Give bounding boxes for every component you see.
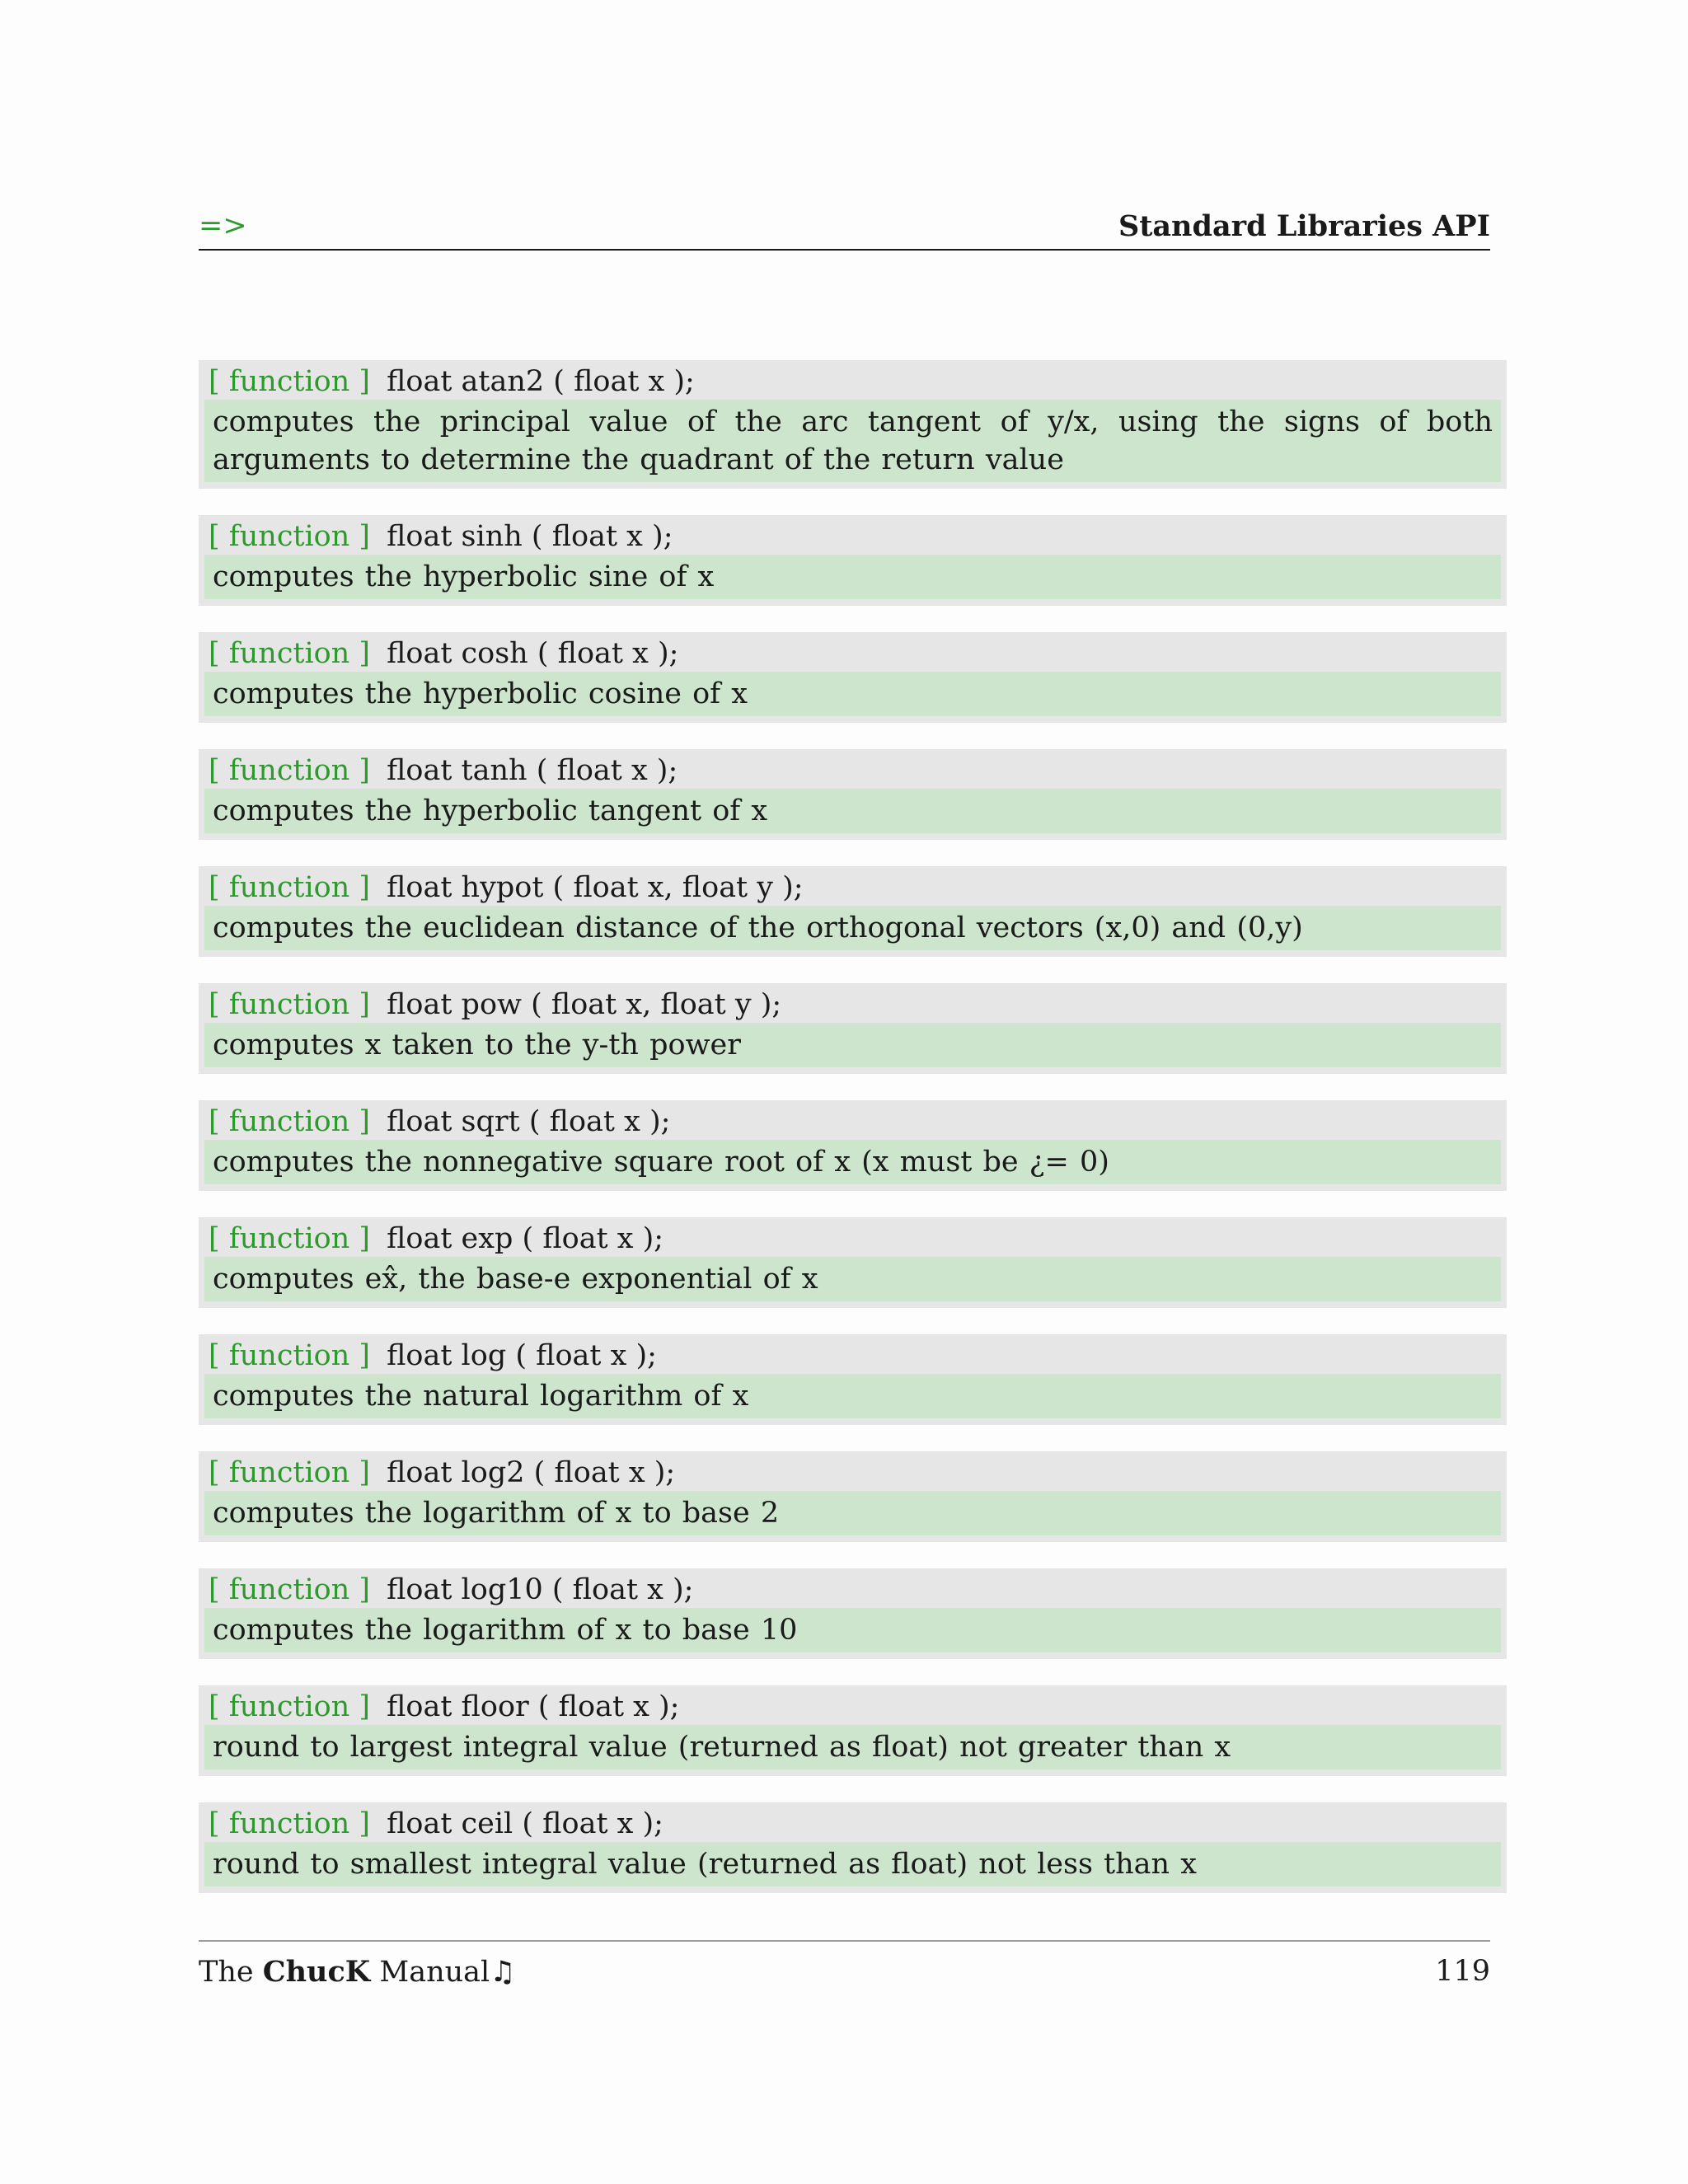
- function-description: computes ex̂, the base-e exponential of x: [204, 1257, 1501, 1301]
- signature-text: float exp ( float x );: [387, 1222, 664, 1255]
- function-description: computes the hyperbolic tangent of x: [204, 789, 1501, 833]
- footer-prefix: The: [199, 1956, 254, 1989]
- function-entry-log2: [199, 1451, 1507, 1542]
- function-tag: [ function ]: [209, 1105, 371, 1138]
- function-description: computes x taken to the y-th power: [204, 1023, 1501, 1067]
- function-tag: [ function ]: [209, 1222, 371, 1255]
- signature-text: float atan2 ( float x );: [387, 365, 695, 398]
- function-description: computes the natural logarithm of x: [204, 1374, 1501, 1418]
- function-signature: [204, 363, 1501, 400]
- function-entry-atan2: [199, 360, 1507, 489]
- function-tag: [ function ]: [209, 988, 371, 1021]
- function-entry-log10: [199, 1568, 1507, 1659]
- function-tag: [ function ]: [209, 1573, 371, 1606]
- signature-text: float log10 ( float x );: [387, 1573, 694, 1606]
- function-signature: [204, 1806, 1501, 1842]
- function-description: round to largest integral value (returned as float) not greater than x: [204, 1725, 1501, 1769]
- function-entry-hypot: [199, 866, 1507, 957]
- page-header: [199, 206, 1490, 251]
- function-signature: [204, 987, 1501, 1023]
- function-signature: [204, 518, 1501, 555]
- function-description: round to smallest integral value (returned as float) not less than x: [204, 1842, 1501, 1886]
- signature-text: float log2 ( float x );: [387, 1456, 676, 1489]
- function-description: computes the principal value of the arc tangent of y/x, using the signs of both arguments to determine the quadrant of the return value: [204, 400, 1501, 482]
- function-tag: [ function ]: [209, 365, 371, 398]
- function-signature: [204, 1104, 1501, 1140]
- signature-text: float floor ( float x );: [387, 1690, 680, 1723]
- function-tag: [ function ]: [209, 637, 371, 670]
- function-description: computes the euclidean distance of the orthogonal vectors (x,0) and (0,y): [204, 906, 1501, 950]
- function-tag: [ function ]: [209, 1456, 371, 1489]
- footer-brand: ChucK: [262, 1955, 371, 1989]
- footer-title: [199, 1955, 516, 1989]
- header-arrow: =>: [199, 209, 247, 242]
- header-title: Standard Libraries API: [1118, 209, 1490, 243]
- signature-text: float sinh ( float x );: [387, 520, 673, 553]
- function-tag: [ function ]: [209, 754, 371, 787]
- function-tag: [ function ]: [209, 1807, 371, 1840]
- signature-text: float sqrt ( float x );: [387, 1105, 671, 1138]
- page-number: 119: [1435, 1955, 1490, 1988]
- function-entry-sinh: [199, 515, 1507, 606]
- function-description: computes the nonnegative square root of x (x must be ¿= 0): [204, 1140, 1501, 1184]
- signature-text: float pow ( float x, float y );: [387, 988, 782, 1021]
- function-entry-tanh: [199, 749, 1507, 840]
- function-entry-floor: [199, 1685, 1507, 1776]
- function-signature: [204, 869, 1501, 906]
- signature-text: float hypot ( float x, float y );: [387, 871, 804, 904]
- function-tag: [ function ]: [209, 871, 371, 904]
- footer-suffix: Manual♫: [379, 1956, 516, 1989]
- function-signature: [204, 1221, 1501, 1257]
- function-signature: [204, 1689, 1501, 1725]
- function-tag: [ function ]: [209, 520, 371, 553]
- function-entry-ceil: [199, 1802, 1507, 1893]
- function-entry-log: [199, 1334, 1507, 1425]
- function-entry-exp: [199, 1217, 1507, 1308]
- function-signature: [204, 1338, 1501, 1374]
- page-footer: [199, 1940, 1490, 1991]
- signature-text: float tanh ( float x );: [387, 754, 678, 787]
- signature-text: float ceil ( float x );: [387, 1807, 663, 1840]
- signature-text: float cosh ( float x );: [387, 637, 679, 670]
- function-entry-pow: [199, 983, 1507, 1074]
- function-description: computes the hyperbolic cosine of x: [204, 672, 1501, 716]
- function-description: computes the logarithm of x to base 10: [204, 1608, 1501, 1652]
- function-signature: [204, 752, 1501, 789]
- function-list: [199, 360, 1507, 1919]
- function-signature: [204, 635, 1501, 672]
- function-signature: [204, 1455, 1501, 1491]
- function-description: computes the hyperbolic sine of x: [204, 555, 1501, 599]
- function-tag: [ function ]: [209, 1339, 371, 1372]
- function-entry-sqrt: [199, 1100, 1507, 1191]
- signature-text: float log ( float x );: [387, 1339, 657, 1372]
- function-entry-cosh: [199, 632, 1507, 723]
- function-description: computes the logarithm of x to base 2: [204, 1491, 1501, 1535]
- function-tag: [ function ]: [209, 1690, 371, 1723]
- function-signature: [204, 1572, 1501, 1608]
